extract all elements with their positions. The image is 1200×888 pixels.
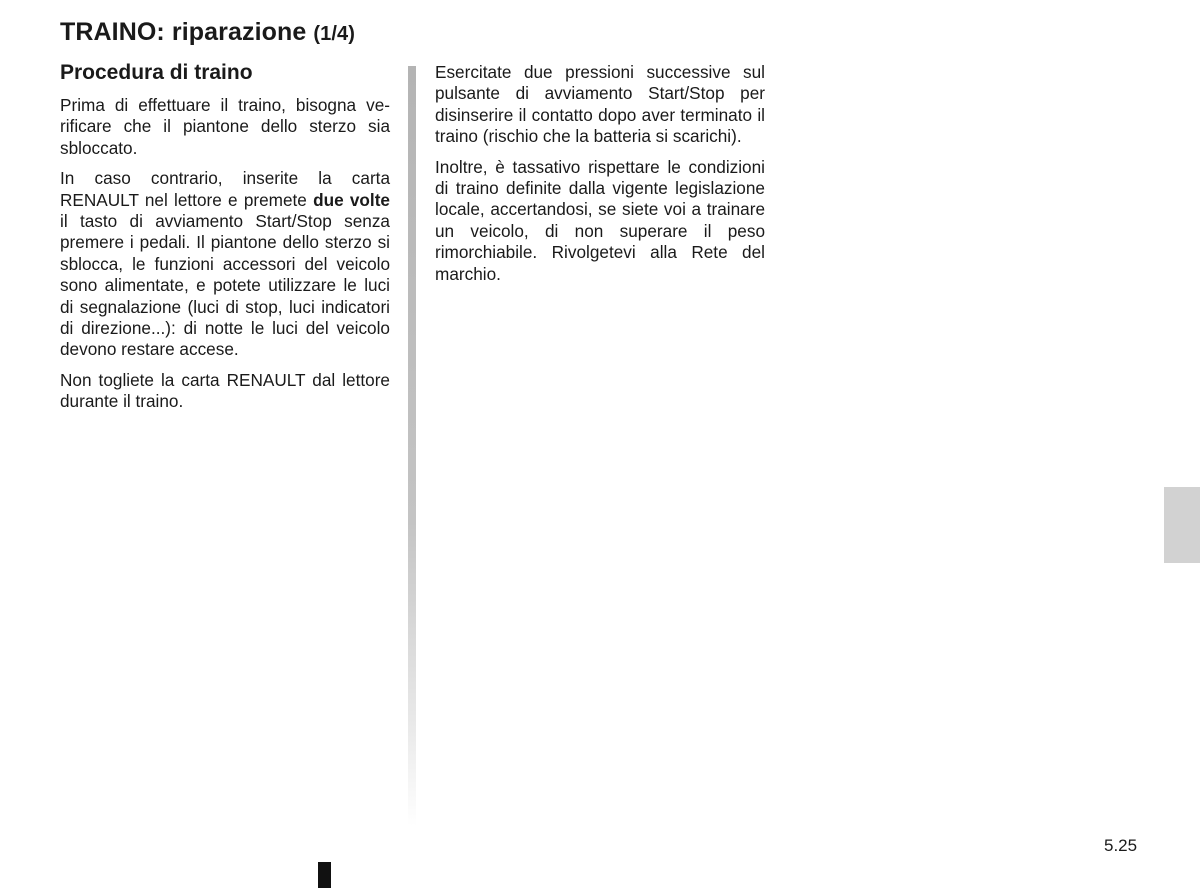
column-divider (408, 66, 416, 826)
page-title (60, 18, 355, 47)
section-heading: Procedura di traino (60, 61, 253, 84)
page-title-text: TRAINO: riparazione (60, 18, 307, 46)
paragraph-steering-check: Prima di effettuare il traino, bisogna verificare che il piantone dello sterzo sia sbloccato. (60, 95, 390, 158)
left-column (60, 60, 390, 422)
paragraph-legislation: Inoltre, è tassativo rispettare le condizioni di traino definite dalla vigente legislazione locale, accertandosi, se siete voi a trainare un veicolo, di non superare il peso rimorchiabile. Rivolgetevi alla Rete del marchio. (435, 156, 765, 284)
chapter-tab (1164, 487, 1200, 563)
page-number: 5.25 (1104, 836, 1138, 855)
paragraph-unlock-text-start: In caso contrario, inserite la carta RENAULT nel lettore e premete (60, 168, 390, 210)
right-column (435, 62, 765, 294)
paragraph-unlock-emphasis: due volte (313, 189, 390, 210)
page-title-suffix: (1/4) (313, 23, 356, 45)
paragraph-card-warning: Non togliete la carta RENAULT dal lettore durante il traino. (60, 369, 390, 412)
crop-mark (318, 862, 331, 888)
paragraph-ignition-off: Esercitate due pressioni successive sul pulsante di avviamento Start/Stop per disinserire il contatto dopo aver terminato il traino (rischio che la batteria si scarichi). (435, 62, 765, 147)
paragraph-unlock-text-end: il tasto di avviamento Start/Stop senza premere i pedali. Il piantone dello sterzo si sblocca, le funzioni accessori del veicolo sono alimentate, e potete utilizzare le luci di segnalazione (luci di stop, luci indicatori di direzione...): di notte le luci del veicolo devono restare accese. (60, 211, 390, 360)
paragraph-unlock-procedure (60, 168, 390, 361)
